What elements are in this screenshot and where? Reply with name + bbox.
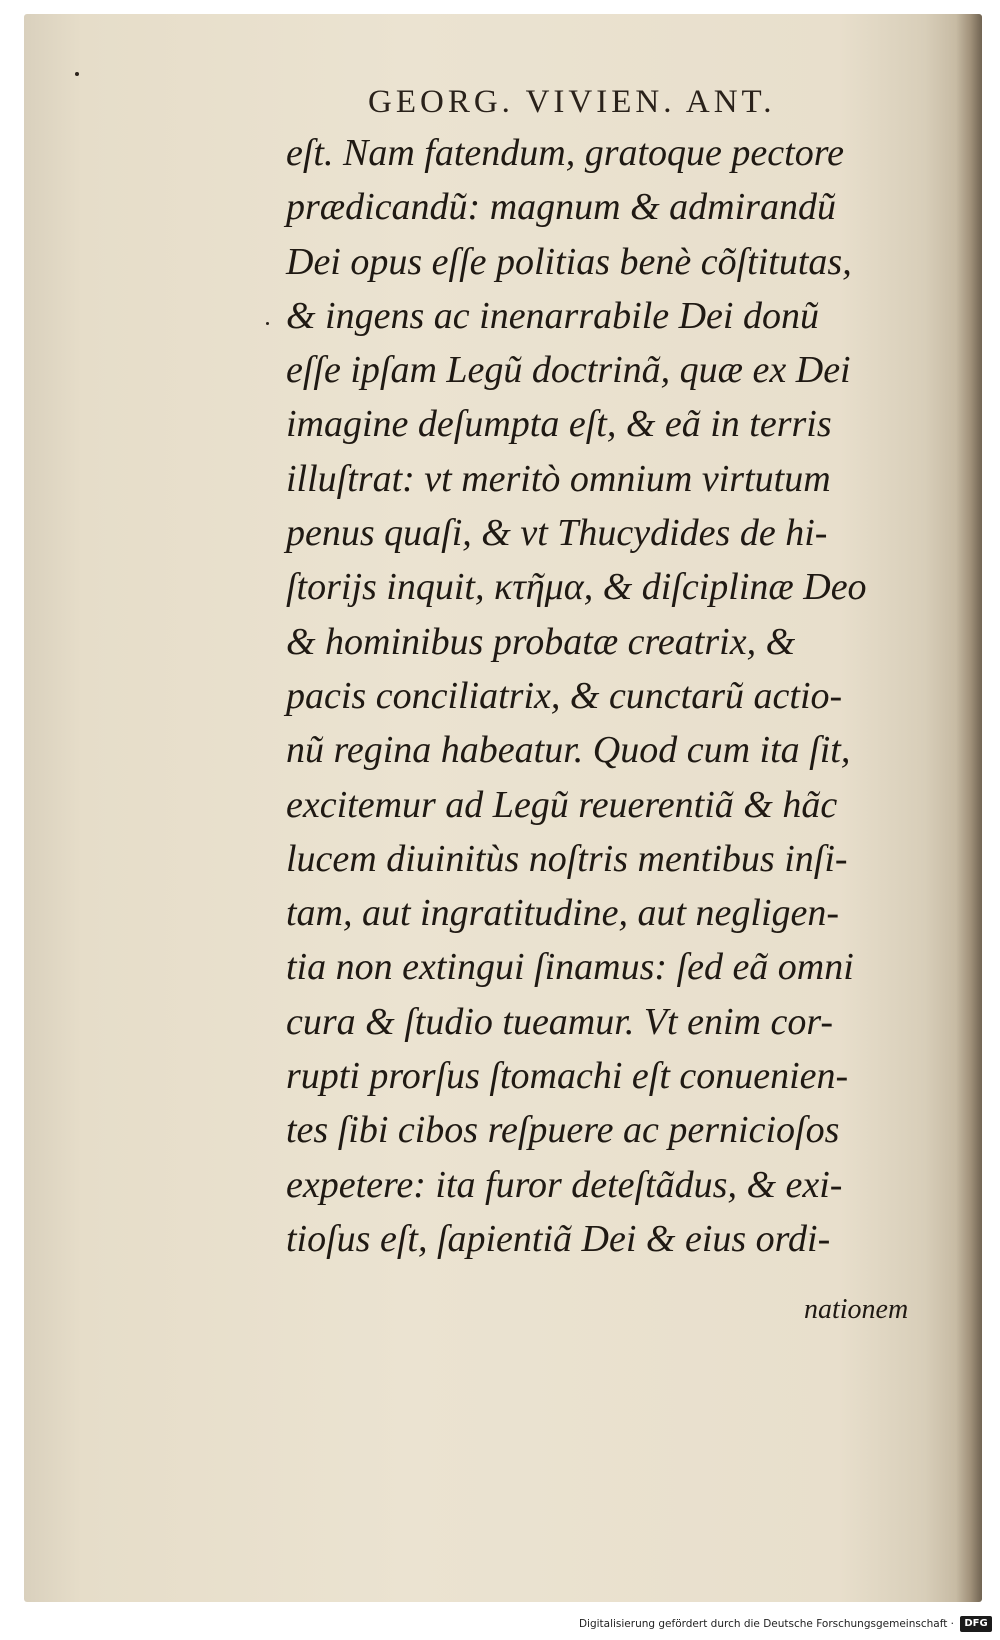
page-fore-edge-shadow: [956, 14, 982, 1602]
body-text: [286, 126, 936, 1266]
dfg-logo[interactable]: DFG: [960, 1616, 992, 1632]
text-line: illuſtrat: vt meritò omnium virtutum: [286, 457, 831, 500]
ink-spot: [266, 322, 269, 325]
text-line: tia non extingui ſinamus: ſed eã omni: [286, 946, 854, 989]
text-line: lucem diuinitùs noſtris mentibus inſi-: [286, 837, 848, 880]
text-line: cura & ſtudio tueamur. Vt enim cor-: [286, 1000, 834, 1043]
text-line: tes ſibi cibos reſpuere ac pernicioſos: [286, 1109, 840, 1152]
text-line: & hominibus probatæ creatrix, &: [286, 620, 796, 663]
text-line: imagine deſumpta eſt, & eã in terris: [286, 403, 832, 446]
text-line: & ingens ac inenarrabile Dei donũ: [286, 294, 819, 337]
text-line: eſſe ipſam Legũ doctrinã, quæ ex Dei: [286, 349, 851, 392]
text-line: prædicandũ: magnum & admirandũ: [286, 186, 836, 229]
text-line: rupti prorſus ſtomachi eſt conuenien-: [286, 1055, 849, 1098]
funding-credit: Digitalisierung gefördert durch die Deutsche Forschungsgemeinschaft ·: [578, 1618, 954, 1630]
catchword: nationem: [804, 1294, 909, 1325]
text-line: ſtorijs inquit, κτῆμα, & diſciplinæ Deo: [286, 566, 867, 609]
ink-spot: [75, 72, 79, 76]
text-line: pacis conciliatrix, & cunctarũ actio-: [286, 674, 843, 717]
text-line: penus quaſi, & vt Thucydides de hi-: [286, 512, 828, 555]
running-head: GEORG. VIVIEN. ANT.: [368, 84, 776, 120]
footer-bar: [0, 1612, 1000, 1640]
text-line: eſt. Nam fatendum, gratoque pectore: [286, 132, 844, 174]
text-line: nũ regina habeatur. Quod cum ita ſit,: [286, 729, 851, 772]
text-line: excitemur ad Legũ reuerentiã & hãc: [286, 783, 838, 826]
text-line: tam, aut ingratitudine, aut negligen-: [286, 892, 840, 935]
text-line: expetere: ita furor deteſtãdus, & exi-: [286, 1163, 843, 1206]
text-line: Dei opus eſſe politias benè cõſtitutas,: [286, 240, 852, 283]
text-line: tioſus eſt, ſapientiã Dei & eius ordi-: [286, 1217, 831, 1260]
